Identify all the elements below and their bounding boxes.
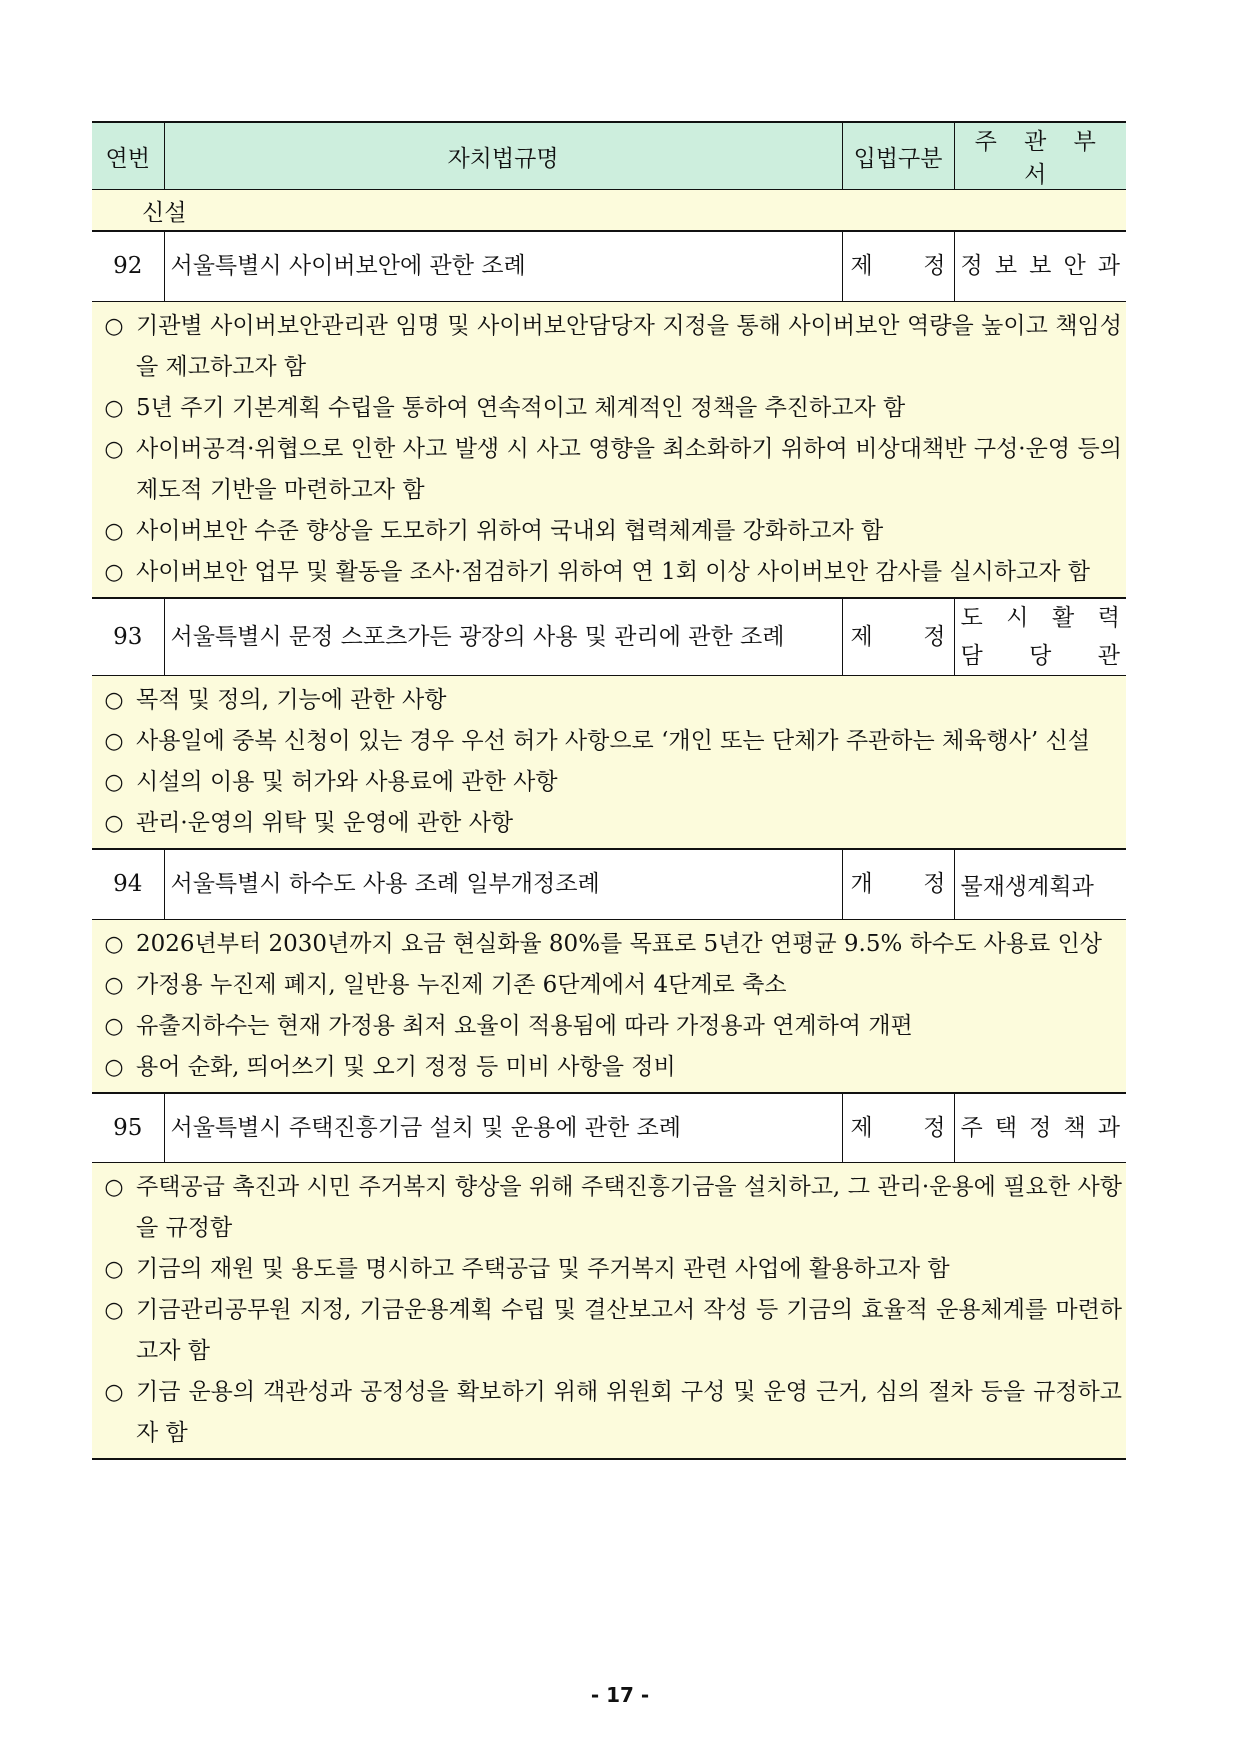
legislation-type: 제 정 <box>842 1093 954 1163</box>
circle-bullet-icon: ○ <box>104 688 124 713</box>
circle-bullet-icon: ○ <box>104 931 124 957</box>
table-row <box>92 598 1126 676</box>
department <box>954 1093 1126 1163</box>
legislation-type: 제 정 <box>842 231 954 301</box>
list-item: ○ 기금의 재원 및 용도를 명시하고 주택공급 및 주거복지 관련 사업에 활용하고자 함 <box>92 1249 1122 1290</box>
legislation-type: 개 정 <box>842 849 954 919</box>
circle-bullet-icon: ○ <box>104 1013 124 1039</box>
circle-bullet-icon: ○ <box>104 313 124 339</box>
detail-row <box>92 919 1126 1093</box>
ordinance-table <box>92 121 1126 1460</box>
ordinance-name: 서울특별시 문정 스포츠가든 광장의 사용 및 관리에 관한 조례 <box>164 598 842 676</box>
list-item: ○ 사용일에 중복 신청이 있는 경우 우선 허가 사항으로 ‘개인 또는 단체가 주관하는 체육행사’ 신설 <box>92 721 1122 762</box>
ordinance-name: 서울특별시 사이버보안에 관한 조례 <box>164 231 842 301</box>
list-item: ○ 기금관리공무원 지정, 기금운용계획 수립 및 결산보고서 작성 등 기금의 효율적 운용체계를 마련하고자 함 <box>92 1290 1122 1372</box>
list-item: ○ 목적 및 정의, 기능에 관한 사항 <box>92 680 1122 721</box>
circle-bullet-icon: ○ <box>104 1175 124 1200</box>
ordinance-name: 서울특별시 하수도 사용 조례 일부개정조례 <box>164 849 842 919</box>
circle-bullet-icon: ○ <box>104 770 124 795</box>
continuation-row <box>92 190 1126 232</box>
list-item: ○ 관리·운영의 위탁 및 운영에 관한 사항 <box>92 803 1122 844</box>
list-item: ○ 사이버보안 수준 향상을 도모하기 위하여 국내외 협력체계를 강화하고자 함 <box>92 511 1122 552</box>
department-line-1: 도 시 활 력 <box>960 604 1120 631</box>
list-item: ○ 기금 운용의 객관성과 공정성을 확보하기 위해 위원회 구성 및 운영 근거, 심의 절차 등을 규정하고자 함 <box>92 1372 1122 1454</box>
list-item: ○ 2026년부터 2030년까지 요금 현실화율 80%를 목표로 5년간 연평균 9.5% 하수도 사용료 인상 <box>92 924 1122 965</box>
list-item: ○ 유출지하수는 현재 가정용 최저 요율이 적용됨에 따라 가정용과 연계하여 개편 <box>92 1006 1122 1047</box>
page-number: - 17 - <box>590 1683 650 1707</box>
department <box>954 231 1126 301</box>
circle-bullet-icon: ○ <box>104 1298 124 1323</box>
circle-bullet-icon: ○ <box>104 436 124 462</box>
continuation-text: 신설 <box>92 190 1126 232</box>
circle-bullet-icon: ○ <box>104 811 124 836</box>
department <box>954 598 1126 676</box>
ordinance-name: 서울특별시 주택진흥기금 설치 및 운용에 관한 조례 <box>164 1093 842 1163</box>
entry-number: 92 <box>92 231 164 301</box>
circle-bullet-icon: ○ <box>104 1054 124 1080</box>
table-row <box>92 231 1126 301</box>
detail-row <box>92 301 1126 598</box>
entry-number: 94 <box>92 849 164 919</box>
circle-bullet-icon: ○ <box>104 559 124 585</box>
entry-number: 95 <box>92 1093 164 1163</box>
list-item: ○ 5년 주기 기본계획 수립을 통하여 연속적이고 체계적인 정책을 추진하고자 함 <box>92 388 1122 429</box>
circle-bullet-icon: ○ <box>104 1380 124 1405</box>
department-text: 정 보 보 안 과 <box>960 253 1120 280</box>
list-item: ○ 기관별 사이버보안관리관 임명 및 사이버보안담당자 지정을 통해 사이버보안 역량을 높이고 책임성을 제고하고자 함 <box>92 306 1122 388</box>
circle-bullet-icon: ○ <box>104 395 124 421</box>
entry-number: 93 <box>92 598 164 676</box>
table-row <box>92 849 1126 919</box>
circle-bullet-icon: ○ <box>104 729 124 754</box>
detail-row <box>92 676 1126 850</box>
header-dept: 주 관 부 서 <box>954 122 1126 190</box>
table-row <box>92 1093 1126 1163</box>
department-text: 주 택 정 책 과 <box>960 1114 1120 1141</box>
circle-bullet-icon: ○ <box>104 1257 124 1282</box>
header-type: 입법구분 <box>842 122 954 190</box>
list-item: ○ 가정용 누진제 폐지, 일반용 누진제 기존 6단계에서 4단계로 축소 <box>92 965 1122 1006</box>
header-name: 자치법규명 <box>164 122 842 190</box>
legislation-type: 제 정 <box>842 598 954 676</box>
table-header-row <box>92 122 1126 190</box>
list-item: ○ 주택공급 촉진과 시민 주거복지 향상을 위해 주택진흥기금을 설치하고, 그 관리·운용에 필요한 사항을 규정함 <box>92 1167 1122 1249</box>
header-no: 연번 <box>92 122 164 190</box>
document-page <box>92 121 1126 1460</box>
department-line-2: 담 당 관 <box>960 642 1120 669</box>
list-item: ○ 사이버공격·위협으로 인한 사고 발생 시 사고 영향을 최소화하기 위하여 비상대책반 구성·운영 등의 제도적 기반을 마련하고자 함 <box>92 429 1122 511</box>
list-item: ○ 사이버보안 업무 및 활동을 조사·점검하기 위하여 연 1회 이상 사이버보안 감사를 실시하고자 함 <box>92 552 1122 593</box>
list-item: ○ 용어 순화, 띄어쓰기 및 오기 정정 등 미비 사항을 정비 <box>92 1047 1122 1088</box>
detail-row <box>92 1163 1126 1460</box>
department: 물재생계획과 <box>954 849 1126 919</box>
list-item: ○ 시설의 이용 및 허가와 사용료에 관한 사항 <box>92 762 1122 803</box>
circle-bullet-icon: ○ <box>104 518 124 544</box>
circle-bullet-icon: ○ <box>104 972 124 998</box>
